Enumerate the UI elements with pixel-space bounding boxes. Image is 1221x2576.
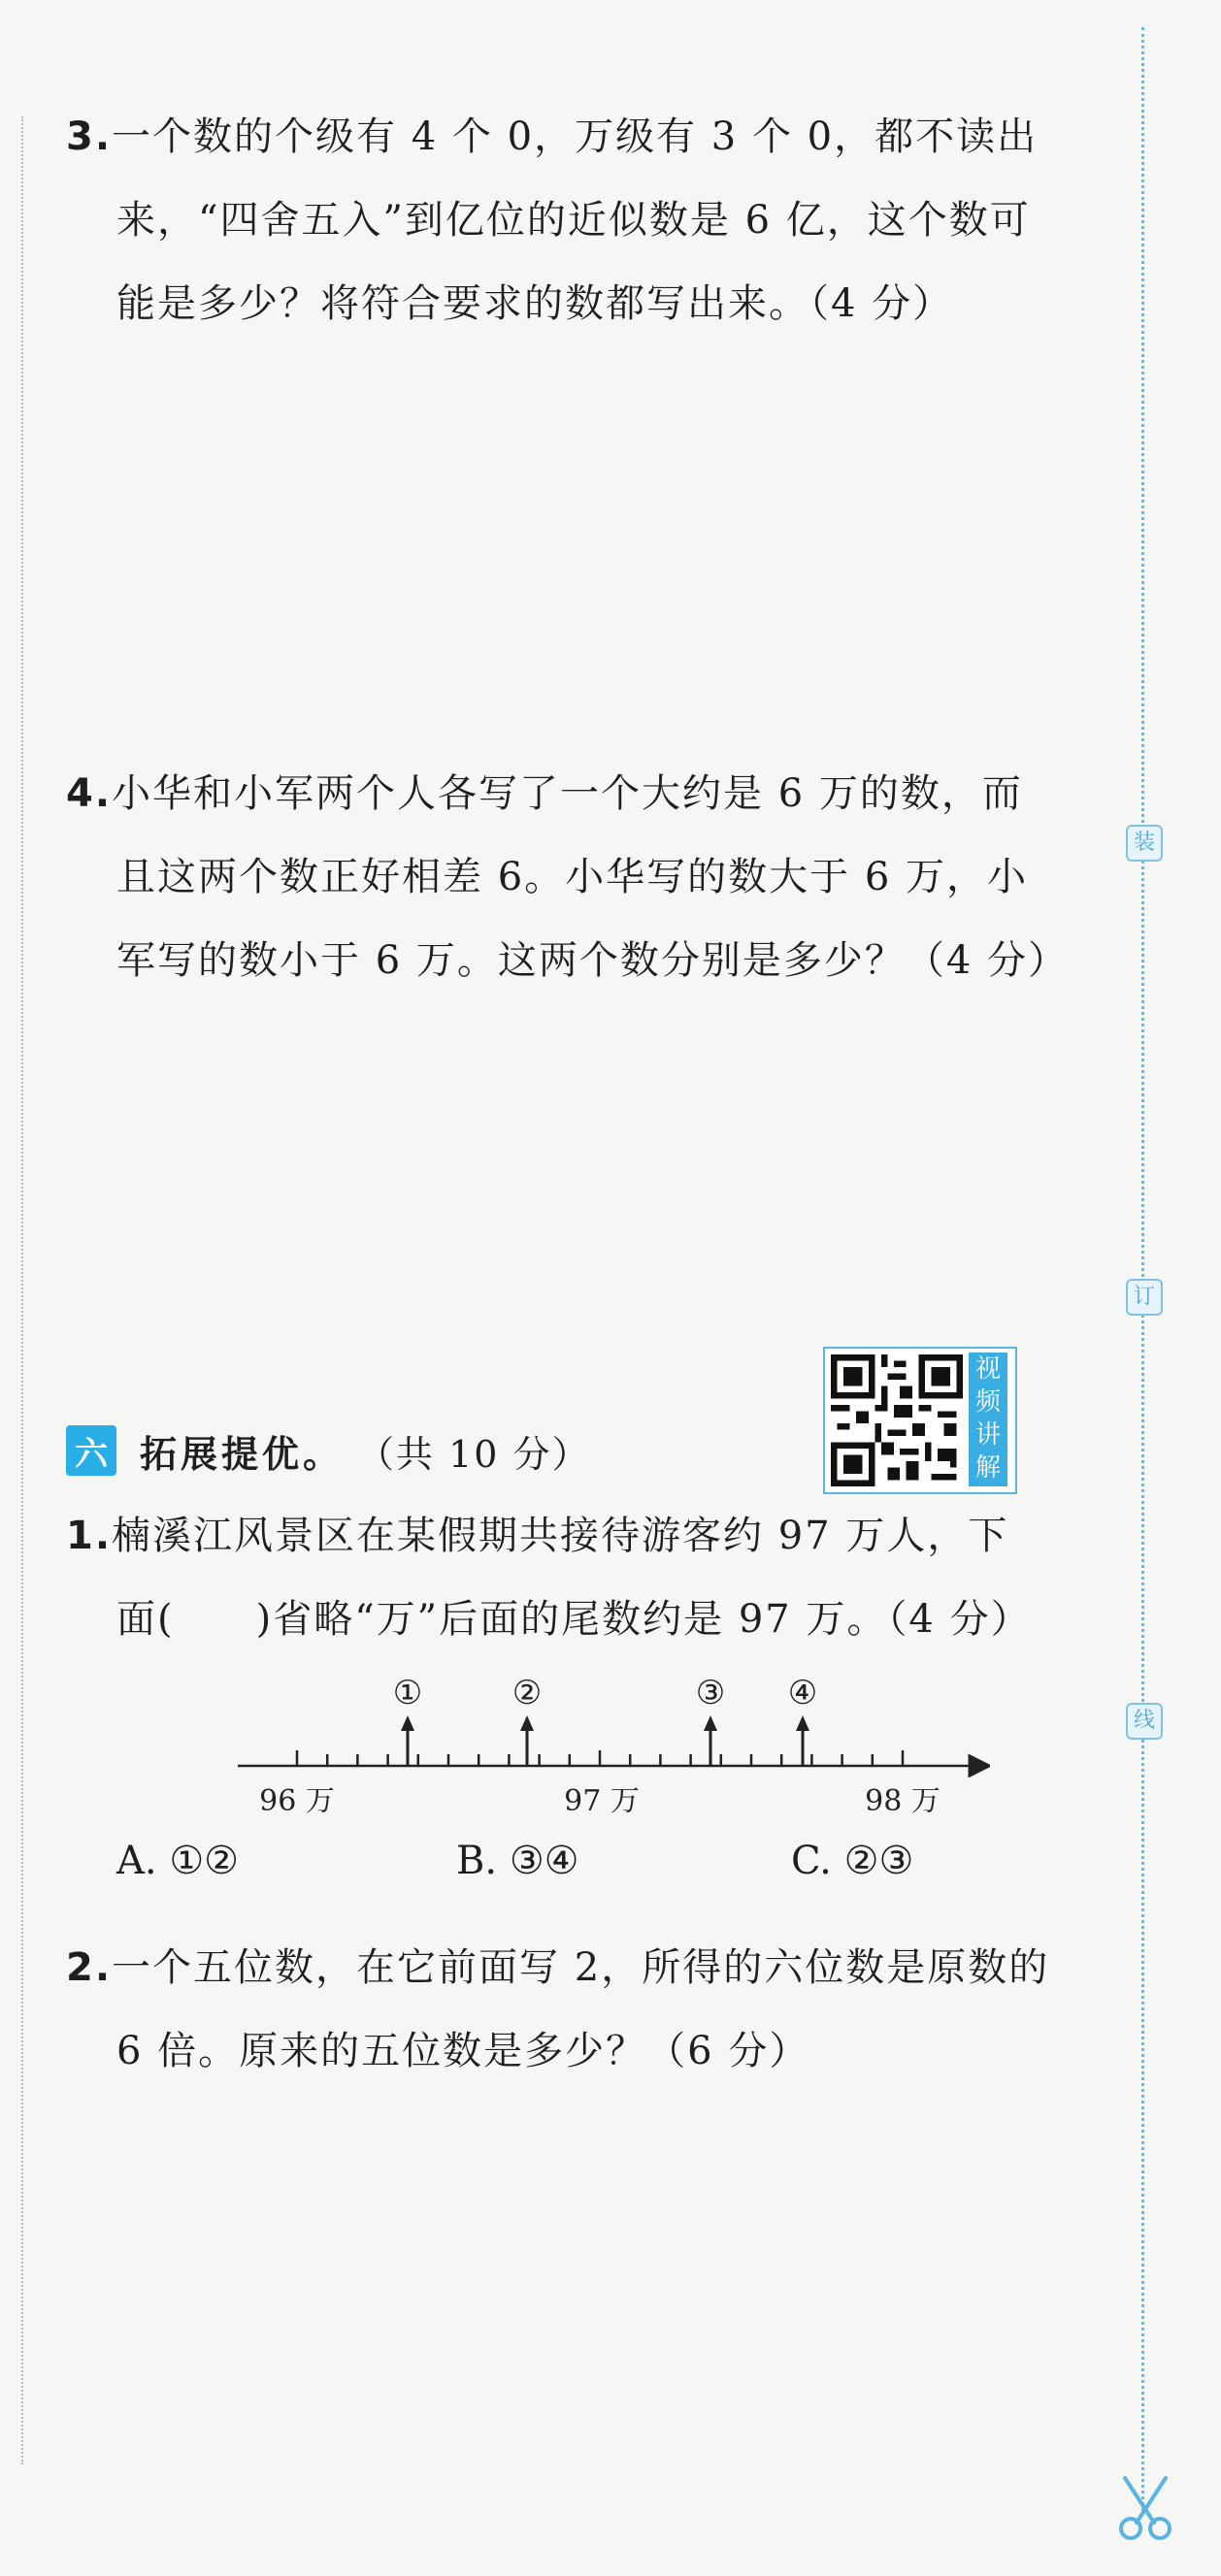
section-score: （共 10 分） [357,1432,591,1476]
margin-tag-zhuang: 装 [1126,825,1163,862]
choice-a[interactable]: A. ①② [116,1839,240,1883]
cut-dotted-line [1141,27,1144,2511]
choices-row [116,1839,1087,1897]
marker-4: ④ [787,1674,818,1712]
tick-label-97: 97 万 [564,1784,640,1818]
marker-3: ③ [695,1674,726,1712]
marker-2: ② [512,1674,543,1712]
question-number: 2. [66,1945,113,1990]
scissors-icon [1111,2474,1179,2542]
margin-tag-ding: 订 [1126,1279,1163,1316]
question-text-line: 一个数的个级有 4 个 0，万级有 3 个 0，都不读出 [112,114,1039,159]
marker-arrowhead-3 [704,1715,717,1731]
question-3 [66,95,1114,345]
tick-label-98: 98 万 [865,1784,940,1818]
marker-arrowhead-4 [796,1715,809,1731]
question-text-line: 来，“四舍五入”到亿位的近似数是 6 亿，这个数可 [116,198,1031,243]
question-4 [66,752,1114,1002]
section6-question-2 [66,1926,1114,2093]
section6-question-1 [66,1494,1114,1661]
question-text-line: 小华和小军两个人各写了一个大约是 6 万的数，而 [112,771,1023,816]
qr-label-char: 视 [974,1354,1001,1384]
question-number: 4. [66,771,113,816]
qr-label-char: 讲 [974,1420,1001,1450]
tick-label-96: 96 万 [259,1784,335,1818]
qr-label-char: 解 [974,1453,1001,1483]
number-line-diagram [233,1669,990,1824]
question-text-line: 楠溪江风景区在某假期共接待游客约 97 万人，下 [112,1514,1009,1558]
choice-b[interactable]: B. ③④ [456,1839,579,1883]
question-text-line: 面( )省略“万”后面的尾数约是 97 万。（4 分） [116,1597,1032,1642]
section-title: 拓展提优。 [140,1432,345,1476]
question-text-line: 能是多少？将符合要求的数都写出来。（4 分） [116,281,954,326]
choice-c[interactable]: C. ②③ [791,1839,914,1883]
question-number: 3. [66,114,113,159]
margin-tag-xian: 线 [1126,1703,1163,1740]
marker-arrowhead-1 [401,1715,414,1731]
marker-arrowhead-2 [520,1715,534,1731]
left-margin-dotted-line [21,116,23,2464]
marker-1: ① [392,1674,423,1712]
question-number: 1. [66,1514,113,1558]
video-qr-code[interactable] [823,1347,1017,1494]
question-text-line: 军写的数小于 6 万。这两个数分别是多少？（4 分） [116,938,1070,983]
section-number-badge: 六 [66,1425,116,1476]
question-text-line: 一个五位数，在它前面写 2，所得的六位数是原数的 [112,1945,1050,1990]
section-header [66,1421,591,1480]
qr-label [969,1353,1007,1486]
question-text-line: 6 倍。原来的五位数是多少？（6 分） [116,2029,810,2073]
question-text-line: 且这两个数正好相差 6。小华写的数大于 6 万，小 [116,855,1029,899]
qr-code-icon [831,1354,963,1486]
qr-label-char: 频 [974,1387,1001,1417]
